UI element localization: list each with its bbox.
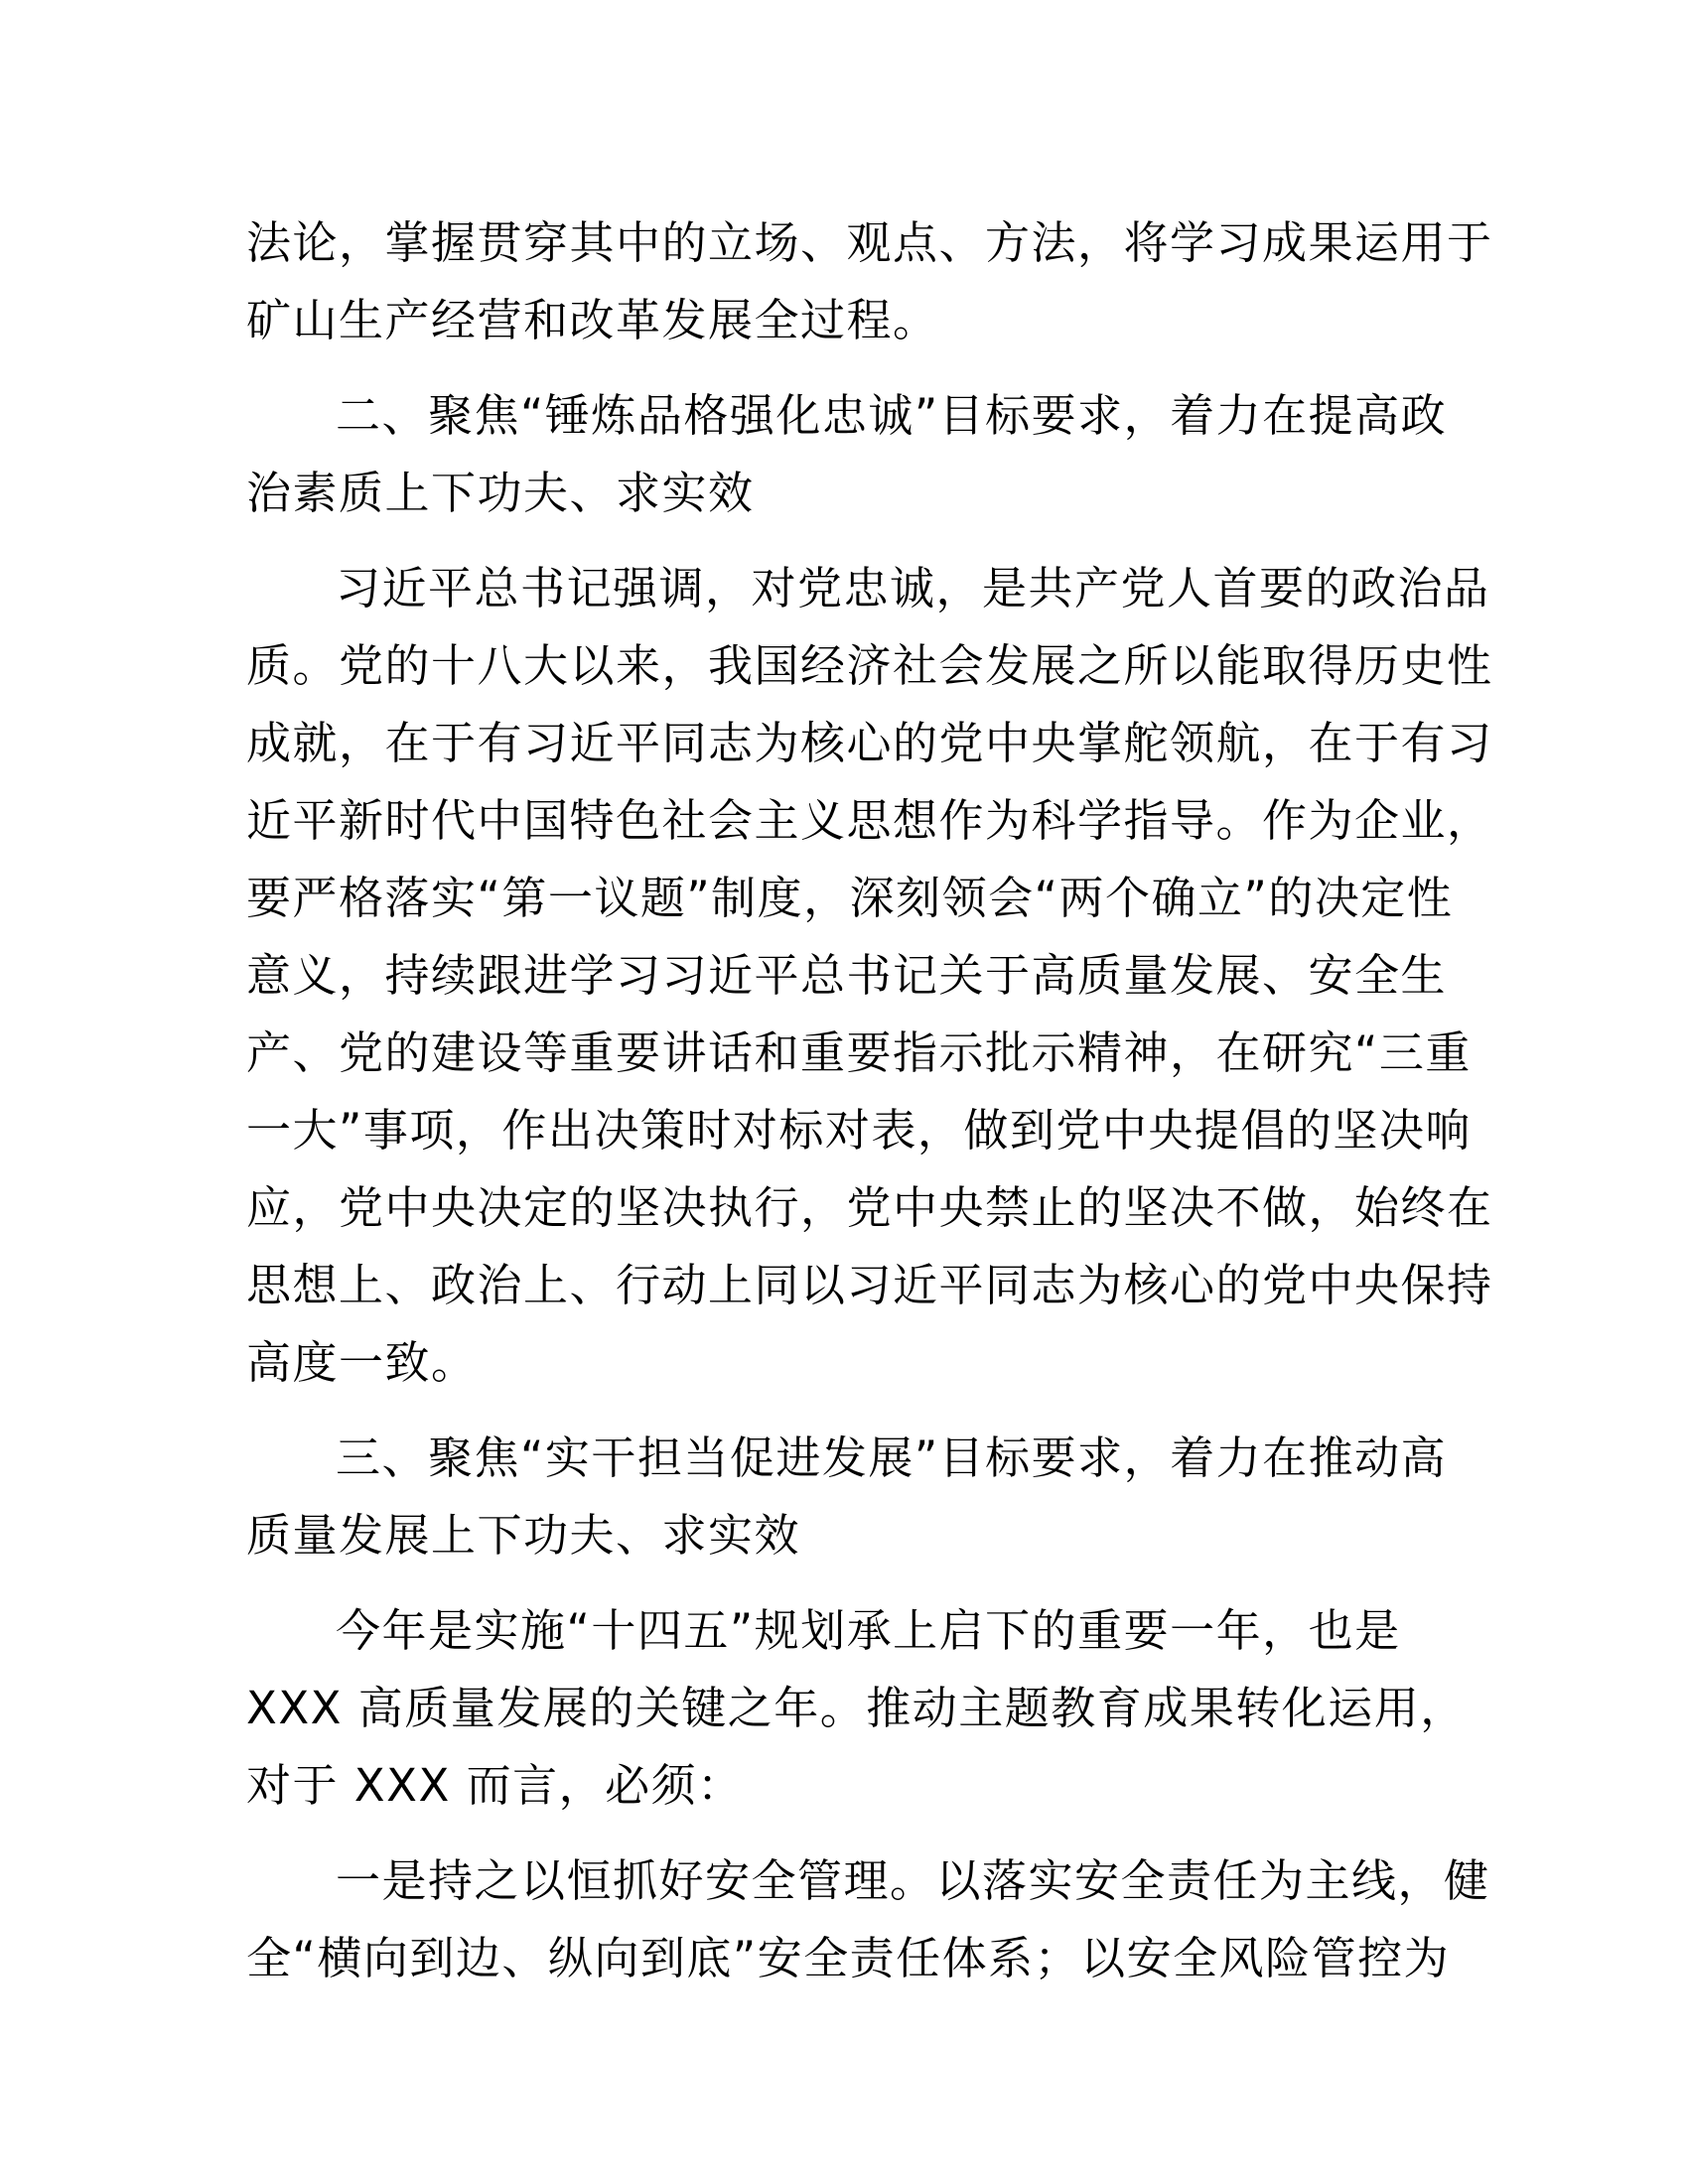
text-line-10: 意义，持续跟进学习习近平总书记关于高质量发展、安全生 bbox=[246, 949, 1448, 1002]
section-heading-2-line-2: 治素质上下功夫、求实效 bbox=[246, 467, 755, 519]
text-line-13: 应，党中央决定的坚决执行，党中央禁止的坚决不做，始终在 bbox=[246, 1181, 1493, 1234]
text-line-21: 一是持之以恒抓好安全管理。以落实安全责任为主线，健 bbox=[336, 1854, 1490, 1907]
text-line-5: 习近平总书记强调，对党忠诚，是共产党人首要的政治品 bbox=[336, 562, 1490, 614]
text-line-1: 法论，掌握贯穿其中的立场、观点、方法，将学习成果运用于 bbox=[246, 216, 1493, 269]
text-line-15: 高度一致。 bbox=[246, 1336, 478, 1389]
text-line-18: 今年是实施“十四五”规划承上启下的重要一年，也是 bbox=[336, 1604, 1401, 1657]
text-line-12: 一大”事项，作出决策时对标对表，做到党中央提倡的坚决响 bbox=[246, 1104, 1472, 1157]
section-heading-3-line-2: 质量发展上下功夫、求实效 bbox=[246, 1509, 801, 1562]
text-line-6: 质。党的十八大以来，我国经济社会发展之所以能取得历史性 bbox=[246, 639, 1493, 692]
text-line-9: 要严格落实“第一议题”制度，深刻领会“两个确立”的决定性 bbox=[246, 872, 1454, 924]
section-heading-3-line-1: 三、聚焦“实干担当促进发展”目标要求，着力在推动高 bbox=[336, 1432, 1448, 1484]
text-line-2: 矿山生产经营和改革发展全过程。 bbox=[246, 294, 939, 346]
text-line-22: 全“横向到边、纵向到底”安全责任体系；以安全风险管控为 bbox=[246, 1932, 1451, 1984]
text-line-7: 成就，在于有习近平同志为核心的党中央掌舵领航，在于有习 bbox=[246, 717, 1493, 769]
section-heading-2-line-1: 二、聚焦“锤炼品格强化忠诚”目标要求，着力在提高政 bbox=[336, 389, 1448, 442]
text-line-20: 对于 XXX 而言，必须： bbox=[246, 1759, 744, 1812]
text-line-14: 思想上、政治上、行动上同以习近平同志为核心的党中央保持 bbox=[246, 1259, 1493, 1311]
text-line-19: XXX 高质量发展的关键之年。推动主题教育成果转化运用， bbox=[246, 1682, 1467, 1734]
text-line-8: 近平新时代中国特色社会主义思想作为科学指导。作为企业， bbox=[246, 794, 1493, 847]
text-line-11: 产、党的建设等重要讲话和重要指示批示精神，在研究“三重 bbox=[246, 1026, 1472, 1079]
